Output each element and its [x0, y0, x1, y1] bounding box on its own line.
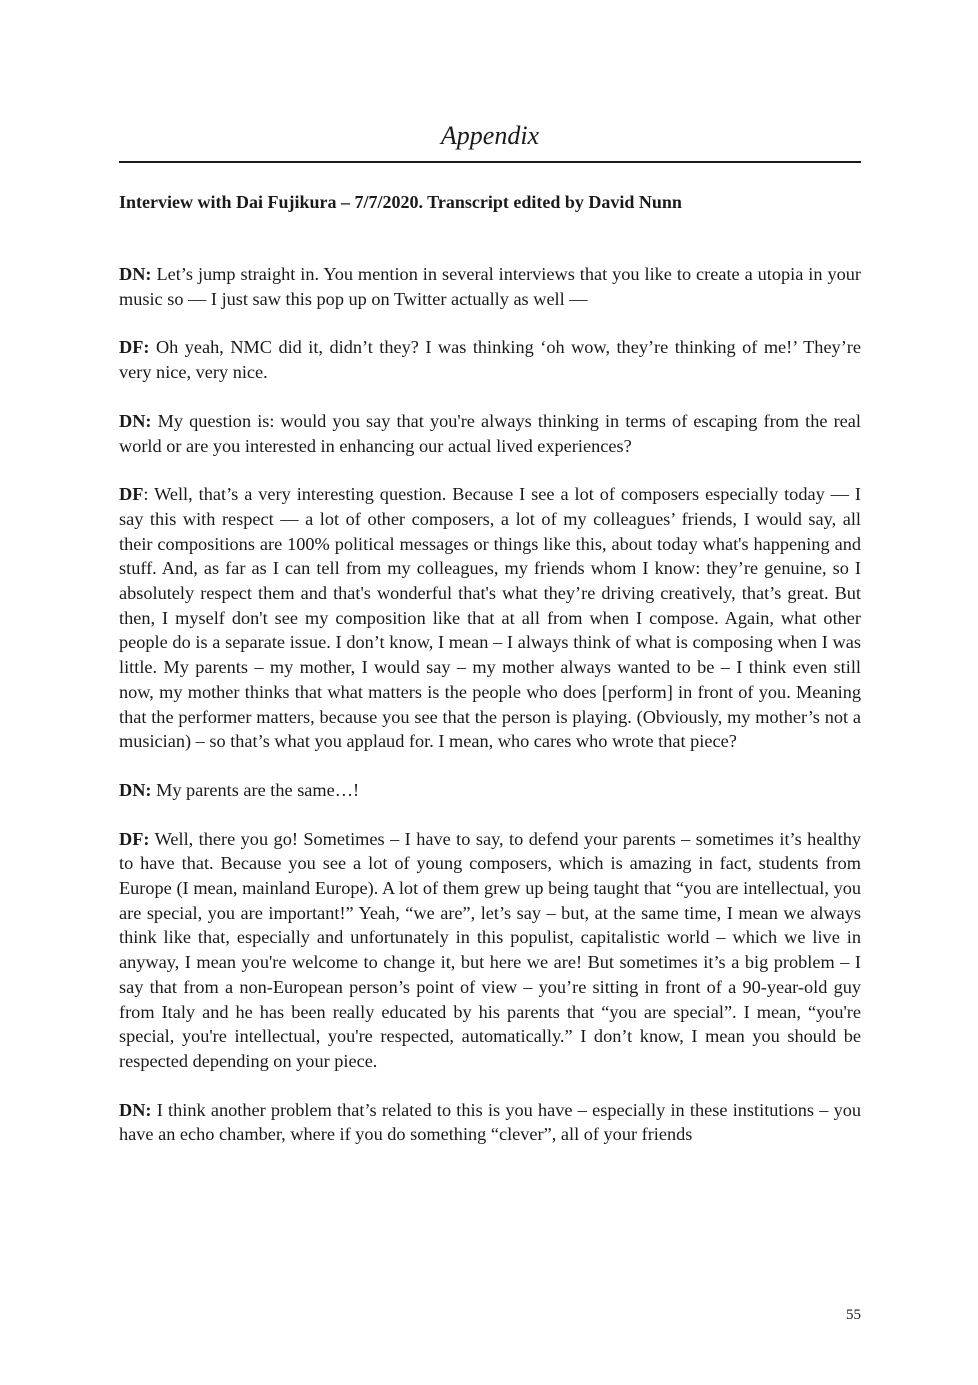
paragraph-text: Well, there you go! Sometimes – I have to say, to defend your parents – sometimes it’s healthy to have that. Because you see a lot of young composers, which is amazing in fact, students from Europe (I mean, mainland Europe). A lot of them grew up being taught that “you are intellectual, you are special, you are important!” Yeah, “we are”, let’s say – but, at the same time, I mean we always think like that, especially and unfortunately in this populist, capitalistic world – which we live in anyway, I mean you're welcome to change it, but here we are! But sometimes it’s a big problem – I say that from a non-European person’s point of view – you’re sitting in front of a 90-year-old guy from Italy and he has been really educated by his parents that “you are special”. I mean, “you're special, you're intellectual, you're respected, automatically.” I don’t know, I mean you should be respected depending on your piece. — [119, 828, 861, 1071]
transcript-paragraph — [119, 335, 861, 384]
speaker-label: DF — [119, 484, 144, 505]
transcript-paragraph — [119, 409, 861, 458]
transcript-paragraph — [119, 262, 861, 311]
document-page — [119, 0, 861, 1385]
speaker-label: DN: — [119, 1099, 152, 1120]
document-title: Interview with Dai Fujikura – 7/7/2020. Transcript edited by David Nunn — [119, 192, 682, 212]
transcript-paragraph — [119, 778, 861, 803]
transcript-paragraph — [119, 482, 861, 754]
speaker-label: DN: — [119, 264, 152, 284]
paragraph-text: : Well, that’s a very interesting question. Because I see a lot of composers especially today — I say this with respect — a lot of other composers, a lot of my colleagues’ friends, I would say, all their compositions are 100% political messages or things like this, about today what's happening and stuff. And, as far as I can tell from my colleagues, my friends whom I know: they’re genuine, so I absolutely respect them and that's wonderful that's what they’re driving creatively, that’s great. But then, I myself don't see my composition like that at all from when I compose. Again, what other people do is a separate issue. I don’t know, I mean – I always think of what is composing when I was little. My parents – my mother, I would say – my mother always wanted to be – I think even still now, my mother thinks that what matters is the people who does [perform] in front of you. Meaning that the performer matters, because you see that the person is playing. (Obviously, my mother’s not a musician) – so that’s what you applaud for. I mean, who cares who wrote that piece? — [119, 484, 861, 752]
paragraph-text: Let’s jump straight in. You mention in several interviews that you like to create a utopia in your music so — I just saw this pop up on Twitter actually as well — — [119, 264, 861, 309]
speaker-label: DF: — [119, 337, 150, 358]
paragraph-text: I think another problem that’s related to this is you have – especially in these institutions – you have an echo chamber, where if you do something “clever”, all of your friends — [119, 1099, 861, 1145]
speaker-label: DN: — [119, 779, 152, 800]
running-header: Appendix — [440, 121, 540, 150]
paragraph-text: Oh yeah, NMC did it, didn’t they? I was thinking ‘oh wow, they’re thinking of me!’ They’re very nice, very nice. — [119, 337, 861, 383]
paragraph-text: My question is: would you say that you're always thinking in terms of escaping from the real world or are you interested in enhancing our actual lived experiences? — [119, 410, 861, 456]
paragraph-text: My parents are the same…! — [151, 779, 360, 800]
transcript-paragraph — [119, 1098, 861, 1147]
page-number: 55 — [846, 1307, 861, 1323]
speaker-label: DN: — [119, 410, 152, 431]
speaker-label: DF: — [119, 828, 150, 849]
transcript-body — [119, 262, 861, 1171]
transcript-paragraph — [119, 827, 861, 1074]
header-rule — [119, 161, 861, 163]
